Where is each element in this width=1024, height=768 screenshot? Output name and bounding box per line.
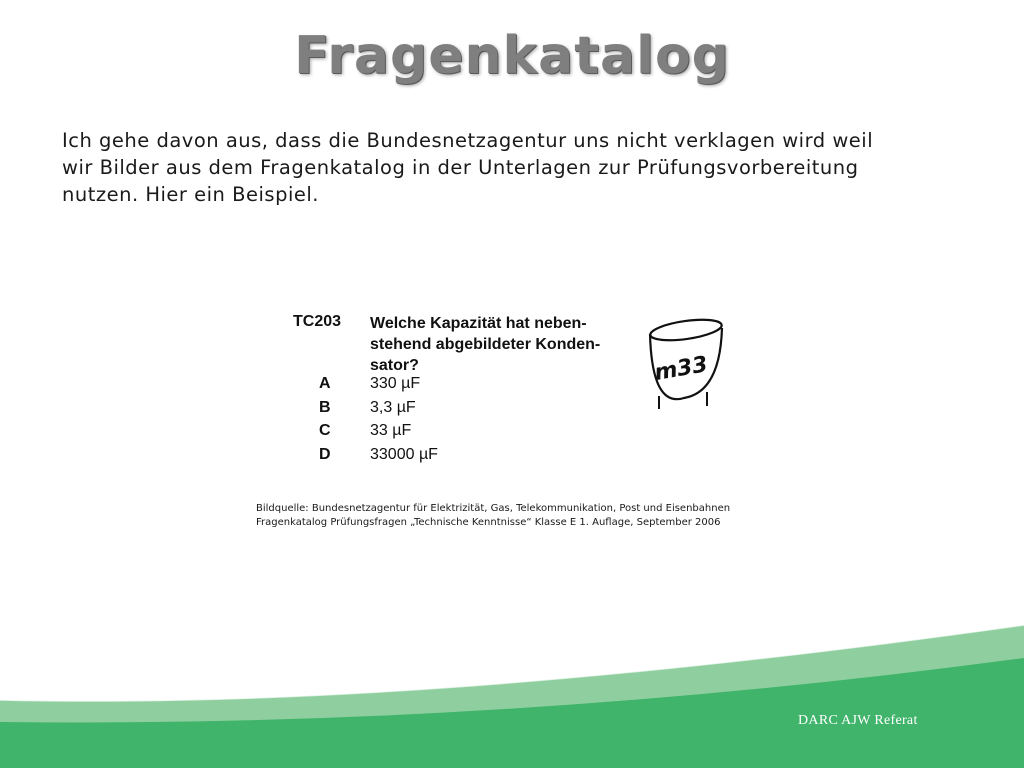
body-line: wir Bilder aus dem Fragenkatalog in der Unterlagen zur Prüfungsvorbereitung xyxy=(62,156,859,179)
answer-letter-a: A xyxy=(319,375,331,392)
footer-label: DARC AJW Referat xyxy=(798,713,918,728)
question-text-line: sator? xyxy=(370,357,419,374)
slide-body-text xyxy=(62,127,962,208)
answer-value-c: 33 µF xyxy=(370,422,412,439)
body-line: nutzen. Hier ein Beispiel. xyxy=(62,183,319,206)
image-source-note xyxy=(256,502,816,530)
question-text xyxy=(370,313,600,376)
answer-value-b: 3,3 µF xyxy=(370,399,416,416)
question-id: TC203 xyxy=(293,313,342,330)
question-text-line: Welche Kapazität hat neben- xyxy=(370,315,587,332)
question-text-line: stehend abgebildeter Konden- xyxy=(370,336,601,353)
answer-value-a: 330 µF xyxy=(370,375,421,392)
footer-wave-decoration xyxy=(0,600,1024,768)
answer-value-d: 33000 µF xyxy=(370,446,438,463)
slide-title: Fragenkatalog xyxy=(294,26,730,86)
body-line: Ich gehe davon aus, dass die Bundesnetzagentur uns nicht verklagen wird weil xyxy=(62,129,874,152)
answer-letter-d: D xyxy=(319,446,331,463)
capacitor-label: m33 xyxy=(652,352,710,386)
answer-letter-b: B xyxy=(319,399,331,416)
source-line: Fragenkatalog Prüfungsfragen „Technische Kenntnisse“ Klasse E 1. Auflage, September 2006 xyxy=(256,517,721,528)
answer-letter-c: C xyxy=(319,422,331,439)
capacitor-icon xyxy=(640,312,730,412)
source-line: Bildquelle: Bundesnetzagentur für Elektrizität, Gas, Telekommunikation, Post und Eisenbahnen xyxy=(256,503,731,514)
